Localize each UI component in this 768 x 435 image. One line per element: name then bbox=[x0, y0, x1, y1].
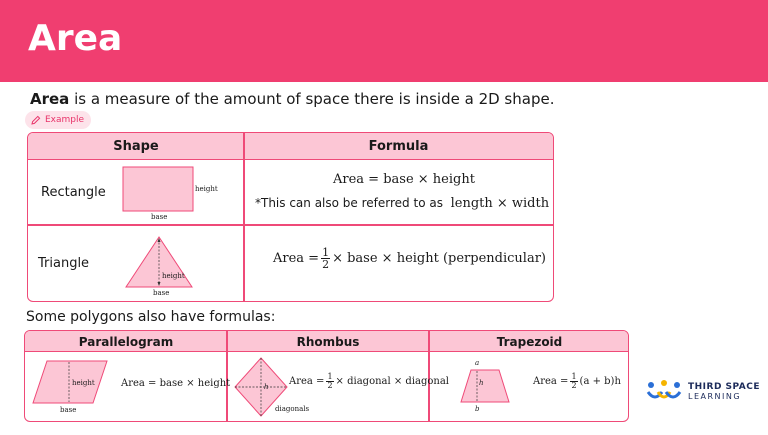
fraction-denominator: 2 bbox=[327, 381, 333, 390]
polygon-subheading: Some polygons also have formulas: bbox=[26, 309, 276, 325]
header-shape: Shape bbox=[113, 139, 159, 154]
polygon-table-header bbox=[25, 331, 628, 352]
intro-definition: is a measure of the amount of space there is inside a 2D shape. bbox=[69, 90, 555, 108]
header-formula: Formula bbox=[368, 139, 429, 154]
third-space-learning-logo bbox=[646, 379, 760, 403]
rhombus-h-label: h bbox=[264, 383, 269, 391]
intro-bold-term: Area bbox=[30, 90, 70, 108]
fraction-numerator: 1 bbox=[327, 372, 333, 381]
rectangle-note-text: *This can also be referred to as bbox=[255, 196, 443, 210]
trapezoid-b-label: b bbox=[475, 405, 480, 413]
logo-text bbox=[688, 382, 760, 401]
column-divider bbox=[243, 133, 245, 301]
trapezoid-formula-lhs: Area = bbox=[533, 376, 569, 387]
trapezoid-h-label: h bbox=[479, 379, 484, 387]
rhombus-formula-lhs: Area = bbox=[289, 376, 325, 387]
triangle-base-label: base bbox=[153, 289, 170, 297]
row-divider bbox=[28, 224, 553, 226]
page-title: Area bbox=[28, 18, 123, 59]
trapezoid-diagram bbox=[455, 359, 515, 411]
trapezoid-a-label: a bbox=[475, 359, 480, 367]
one-half-fraction bbox=[570, 373, 577, 390]
table-header bbox=[28, 133, 553, 160]
logo-line2: LEARNING bbox=[688, 391, 742, 401]
row-label-rectangle: Rectangle bbox=[41, 185, 106, 200]
shape-formula-table bbox=[27, 132, 554, 302]
parallelogram-height-label: height bbox=[72, 379, 95, 387]
fraction-denominator: 2 bbox=[322, 258, 330, 271]
trapezoid-formula bbox=[533, 373, 621, 390]
rectangle-formula: Area = base × height bbox=[333, 172, 475, 187]
example-tag[interactable] bbox=[25, 111, 91, 129]
logo-line1: THIRD SPACE bbox=[688, 381, 761, 392]
triangle-height-label: height bbox=[162, 272, 185, 280]
rhombus-formula-rhs: × diagonal × diagonal bbox=[335, 376, 450, 387]
parallelogram-formula: Area = base × height bbox=[121, 378, 231, 389]
triangle-formula bbox=[273, 247, 546, 270]
header-parallelogram: Parallelogram bbox=[78, 335, 174, 349]
trapezoid-formula-rhs: (a + b)h bbox=[579, 376, 621, 387]
polygon-formula-table bbox=[24, 330, 629, 422]
rectangle-note-formula: length × width bbox=[450, 196, 550, 211]
fraction-denominator: 2 bbox=[571, 381, 577, 390]
rectangle-note bbox=[255, 196, 549, 211]
one-half-fraction bbox=[326, 373, 333, 390]
rectangle-base-label: base bbox=[151, 213, 168, 221]
triangle-diagram bbox=[124, 235, 204, 293]
rectangle-diagram bbox=[122, 166, 202, 216]
header-rhombus: Rhombus bbox=[296, 335, 360, 349]
rhombus-formula bbox=[289, 373, 449, 390]
logo-mark-icon bbox=[646, 379, 682, 403]
triangle-formula-lhs: Area = bbox=[273, 251, 320, 266]
one-half-fraction bbox=[321, 247, 330, 270]
parallelogram-diagram bbox=[31, 359, 111, 409]
triangle-formula-rhs: × base × height (perpendicular) bbox=[332, 251, 546, 266]
pencil-icon bbox=[31, 115, 41, 125]
header-trapezoid: Trapezoid bbox=[496, 335, 563, 349]
intro-text bbox=[30, 90, 554, 108]
parallelogram-base-label: base bbox=[60, 406, 77, 414]
row-label-triangle: Triangle bbox=[38, 256, 90, 271]
example-tag-label: Example bbox=[45, 115, 85, 125]
column-divider bbox=[226, 331, 228, 421]
fraction-numerator: 1 bbox=[571, 372, 577, 381]
rhombus-diagonals-label: diagonals bbox=[275, 405, 310, 413]
fraction-numerator: 1 bbox=[322, 246, 330, 259]
title-banner bbox=[0, 0, 768, 82]
rectangle-height-label: height bbox=[195, 185, 218, 193]
